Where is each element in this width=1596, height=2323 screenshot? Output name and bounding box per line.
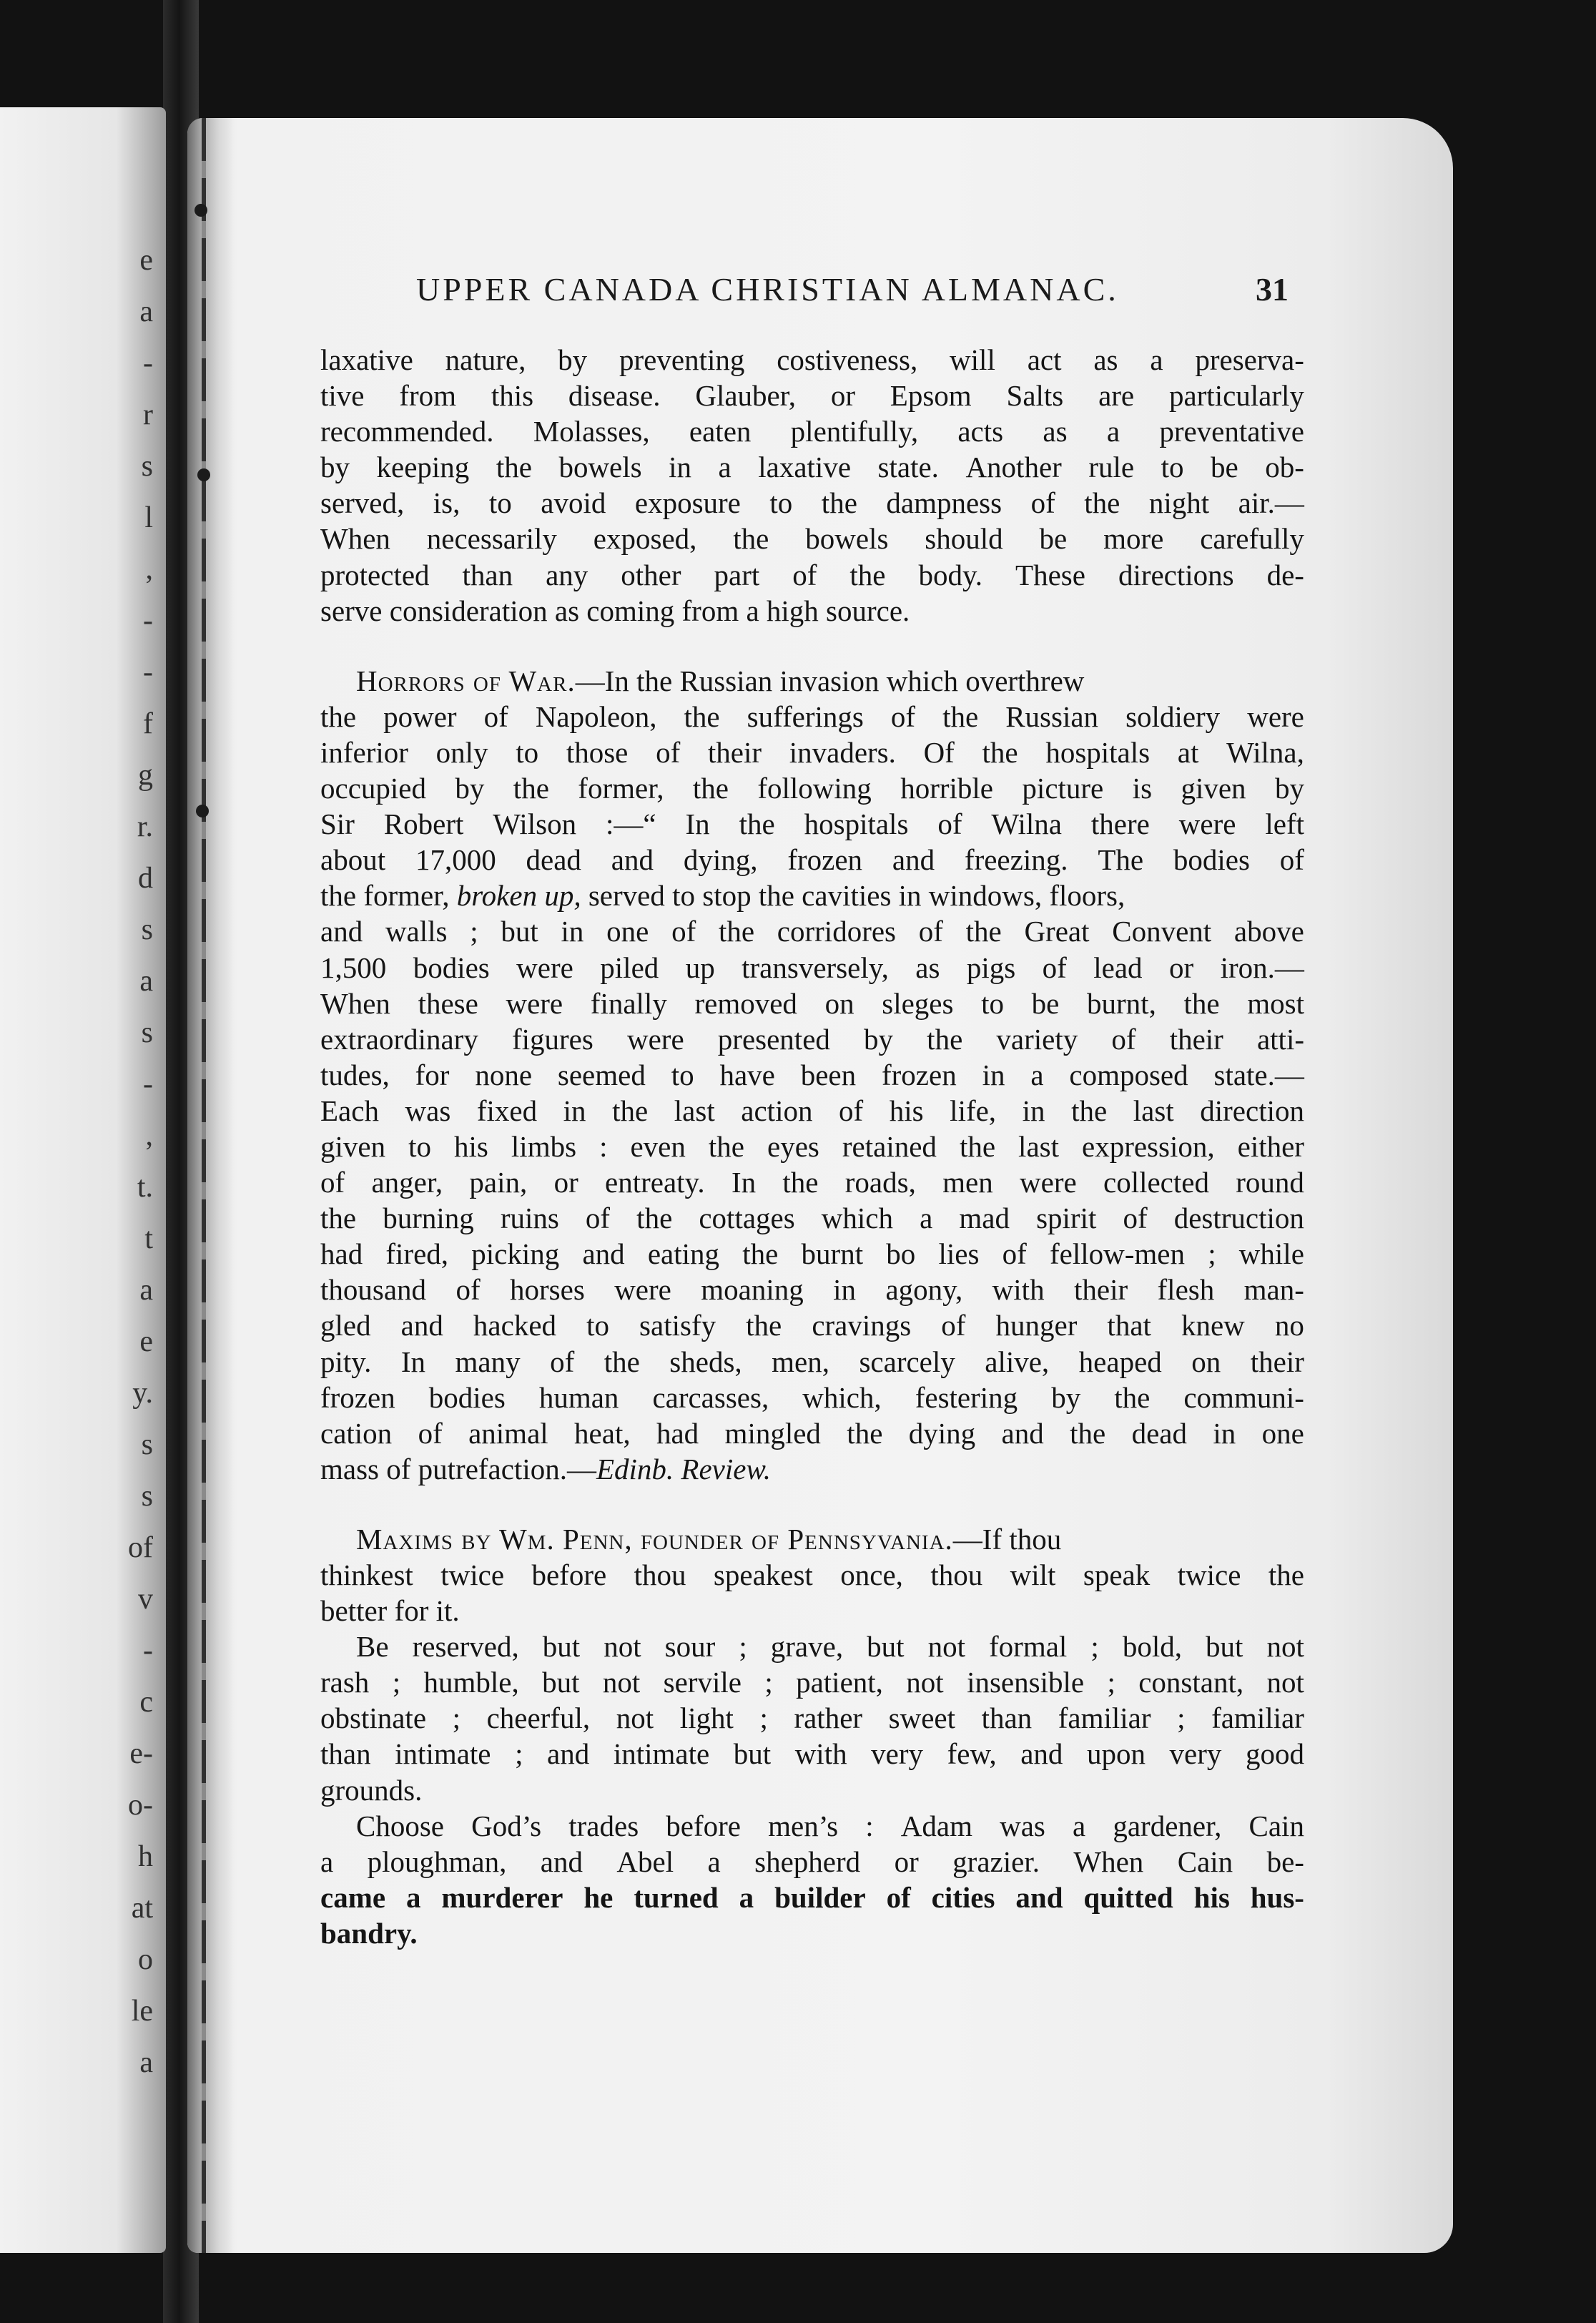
text-line: Each was fixed in the last action of his life, in the last direction	[320, 1094, 1304, 1127]
text-line: extraordinary figures were presented by the variety of their atti-	[320, 1022, 1304, 1056]
text-line: serve consideration as coming from a high source.	[320, 594, 910, 627]
margin-letter: r.	[137, 810, 153, 843]
text-line: than intimate ; and intimate but with very few, and upon very good	[320, 1737, 1304, 1771]
page-binding	[187, 118, 233, 2253]
margin-letter: h	[138, 1840, 153, 1873]
page-number: 31	[1256, 271, 1289, 308]
margin-letter: y.	[132, 1377, 153, 1410]
text-line: gled and hacked to satisfy the cravings of hunger that knew no	[320, 1309, 1304, 1342]
text-line: rash ; humble, but not servile ; patient, not insensible ; constant, not	[320, 1666, 1304, 1699]
text-line: pity. In many of the sheds, men, scarcely alive, heaped on their	[320, 1345, 1304, 1378]
text-line: grounds.	[320, 1773, 423, 1807]
text-line: about 17,000 dead and dying, frozen and freezing. The bodies of	[320, 843, 1304, 877]
margin-letter: s	[141, 913, 153, 946]
text-line: tudes, for none seemed to have been frozen in a composed state.—	[320, 1058, 1304, 1091]
margin-letter: v	[138, 1583, 153, 1616]
text-line: by keeping the bowels in a laxative state. Another rule to be ob-	[320, 451, 1304, 484]
text-line: thousand of horses were moaning in agony, with their flesh man-	[320, 1273, 1304, 1307]
text-line: inferior only to those of their invaders. Of the hospitals at Wilna,	[320, 735, 1304, 769]
margin-letter: e-	[129, 1737, 153, 1770]
margin-letter: c	[139, 1686, 153, 1719]
text-line: the burning ruins of the cottages which a mad spirit of destruction	[320, 1202, 1304, 1235]
margin-letter: -	[143, 1068, 153, 1101]
margin-letter: -	[143, 656, 153, 689]
text-line: protected than any other part of the body. These directions de-	[320, 558, 1304, 591]
text-line: occupied by the former, the following horrible picture is given by	[320, 772, 1304, 805]
margin-letter: s	[141, 1016, 153, 1049]
margin-letter: l	[144, 501, 153, 534]
heading-rest: —If thou	[952, 1522, 1062, 1556]
text-fragment: served to stop the cavities in windows, floors,	[581, 879, 1125, 913]
margin-letter: at	[131, 1892, 153, 1925]
margin-letter: e	[139, 1325, 153, 1358]
paragraph-cholera-advice	[320, 342, 1304, 629]
margin-letter: s	[141, 1428, 153, 1461]
text-line: a ploughman, and Abel a shepherd or grazier. When Cain be-	[320, 1845, 1304, 1878]
running-title: UPPER CANADA CHRISTIAN ALMANAC.	[416, 271, 1119, 308]
margin-letter: of	[128, 1531, 153, 1564]
text-line: Be reserved, but not sour ; grave, but not formal ; bold, but not	[356, 1630, 1304, 1664]
italic-phrase: broken up,	[456, 879, 581, 913]
text-line: bandry.	[320, 1916, 418, 1950]
text-line: tive from this disease. Glauber, or Epsom Salts are particularly	[320, 379, 1304, 413]
text-line: Choose God’s trades before men’s : Adam was a gardener, Cain	[356, 1809, 1304, 1842]
margin-letter: -	[143, 1634, 153, 1667]
margin-letter: r	[143, 398, 153, 431]
margin-letter: a	[139, 2046, 153, 2079]
source-citation: Edinb. Review.	[596, 1452, 772, 1485]
text-line: frozen bodies human carcasses, which, festering by the communi-	[320, 1380, 1304, 1414]
margin-letter: o-	[128, 1789, 153, 1822]
paragraph-penn-maxims	[320, 1521, 1304, 1951]
text-line: When these were finally removed on sleges to be burnt, the most	[320, 986, 1304, 1020]
page-body	[320, 342, 1304, 1951]
ink-blot	[196, 805, 209, 817]
margin-letter: t.	[137, 1171, 153, 1204]
margin-letter: -	[143, 604, 153, 637]
ink-blot	[197, 468, 210, 481]
margin-letter: a	[139, 295, 153, 328]
text-line	[320, 663, 1304, 699]
margin-letter: e	[139, 244, 153, 277]
text-line: laxative nature, by preventing costiveness, will act as a preserva-	[320, 343, 1304, 376]
text-line: obstinate ; cheerful, not light ; rather sweet than familiar ; familiar	[320, 1701, 1304, 1735]
margin-letter: le	[131, 1995, 153, 2028]
paragraph-horrors-of-war	[320, 663, 1304, 1487]
text-line: and walls ; but in one of the corridores of the Great Convent above	[320, 915, 1304, 948]
margin-letter: t	[144, 1222, 153, 1255]
margin-letter: -	[143, 347, 153, 380]
text-line: recommended. Molasses, eaten plentifully, acts as a preventative	[320, 415, 1304, 448]
section-heading: Maxims by Wm. Penn, founder of Pennsyvania.	[356, 1522, 953, 1556]
text-line: better for it.	[320, 1594, 460, 1628]
text-line: When necessarily exposed, the bowels should be more carefully	[320, 522, 1304, 556]
text-line	[320, 1451, 1304, 1487]
margin-letter: s	[141, 450, 153, 483]
margin-letter: ,	[145, 553, 153, 586]
binding-thread	[202, 118, 206, 2253]
text-line: cation of animal heat, had mingled the dying and the dead in one	[320, 1416, 1304, 1450]
text-line: 1,500 bodies were piled up transversely, as pigs of lead or iron.—	[320, 951, 1304, 984]
left-page-fragment	[0, 107, 166, 2253]
margin-letter: a	[139, 1274, 153, 1307]
text-fragment: the former,	[320, 879, 457, 913]
margin-letter: d	[138, 862, 153, 895]
text-line: had fired, picking and eating the burnt bo lies of fellow-men ; while	[320, 1237, 1304, 1271]
text-line: the power of Napoleon, the sufferings of the Russian soldiery were	[320, 699, 1304, 733]
text-line	[320, 878, 1304, 913]
margin-letter: f	[143, 707, 153, 740]
section-heading: Horrors of War.	[356, 664, 576, 697]
text-line: came a murderer he turned a builder of cities and quitted his hus-	[320, 1880, 1304, 1914]
ink-blot	[194, 204, 207, 217]
text-line: served, is, to avoid exposure to the dampness of the night air.—	[320, 486, 1304, 520]
margin-letter: s	[141, 1480, 153, 1513]
heading-rest: —In the Russian invasion which overthrew	[575, 664, 1085, 697]
text-line: of anger, pain, or entreaty. In the roads, men were collected round	[320, 1166, 1304, 1199]
text-line: given to his limbs : even the eyes retained the last expression, either	[320, 1129, 1304, 1163]
margin-letter: ,	[145, 1119, 153, 1152]
text-fragment: mass of putrefaction.—	[320, 1452, 596, 1485]
margin-letter: o	[138, 1943, 153, 1976]
margin-letter: g	[138, 759, 153, 792]
margin-letter: a	[139, 965, 153, 998]
text-line	[320, 1521, 1304, 1557]
running-header	[416, 270, 1289, 308]
text-line: thinkest twice before thou speakest once, thou wilt speak twice the	[320, 1558, 1304, 1591]
text-line: Sir Robert Wilson :—“ In the hospitals of Wilna there were left	[320, 807, 1304, 841]
